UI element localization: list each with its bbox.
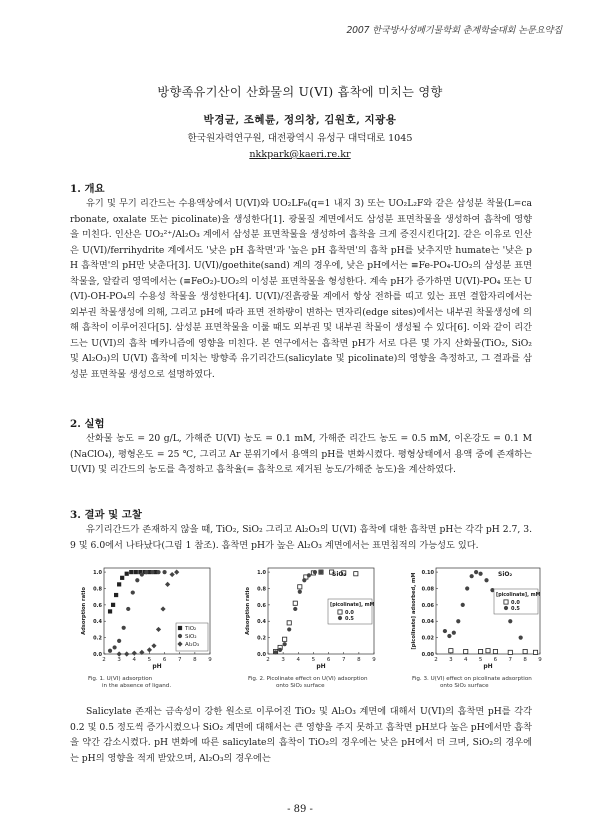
y-tick-label: 1.0 bbox=[257, 570, 266, 577]
y-tick-label: 1.0 bbox=[93, 570, 102, 577]
data-point bbox=[319, 570, 323, 574]
data-point bbox=[283, 642, 287, 646]
data-point bbox=[287, 627, 291, 631]
data-point bbox=[132, 651, 137, 656]
x-tick-label: 7 bbox=[508, 657, 513, 663]
data-point bbox=[140, 572, 144, 576]
email-link[interactable]: nkkpark@kaeri.re.kr bbox=[249, 149, 351, 160]
x-tick-label: 8 bbox=[357, 657, 361, 663]
data-point bbox=[111, 603, 115, 607]
x-tick-label: 3 bbox=[449, 657, 453, 663]
x-tick-label: 6 bbox=[326, 657, 331, 663]
y-tick-label: 0.6 bbox=[93, 602, 102, 609]
results-paragraph-1: 유기리간드가 존재하지 않을 때, TiO₂, SiO₂ 그리고 Al₂O₃의 U(VI) 흡착에 대한 흡착면 pH는 각각 pH 2.7, 3.9 및 6.0에서 나타났다(그림 1 참조). 흡착면 pH가 높은 Al₂O₃ 계면에서는 표면침적의 가능성도 있다. bbox=[70, 524, 532, 551]
legend-label: 0.5 bbox=[345, 616, 354, 622]
data-point bbox=[465, 586, 469, 590]
x-tick-label: 6 bbox=[493, 657, 498, 663]
section-heading-intro: 1. 개요 bbox=[70, 183, 105, 195]
x-tick-label: 9 bbox=[208, 657, 212, 663]
legend-marker bbox=[178, 626, 182, 630]
data-point bbox=[117, 651, 122, 656]
data-point bbox=[283, 637, 287, 641]
data-point bbox=[131, 590, 135, 594]
x-tick-label: 8 bbox=[523, 657, 527, 663]
x-tick-label: 5 bbox=[147, 657, 152, 663]
y-axis-label: Adsorption ratio bbox=[81, 587, 87, 635]
y-tick-label: 0.0 bbox=[93, 652, 102, 658]
data-point bbox=[113, 645, 117, 649]
data-point bbox=[160, 606, 165, 611]
x-tick-label: 7 bbox=[177, 657, 182, 663]
y-tick-label: 0.10 bbox=[421, 570, 434, 577]
data-point bbox=[170, 572, 175, 577]
data-point bbox=[278, 648, 282, 652]
results-paragraph-2: Salicylate 존재는 금속성이 강한 원소로 이루어진 TiO₂ 및 Al₂O₃ 계면에 대해서 U(VI)의 흡착면 pH를 각각 0.2 및 0.5 정도씩 증가시켰으나 SiO₂ 계면에 대해서는 큰 영향을 주지 못하고 흡착면 pH보다 높은 pH에서만 흡착을 약간 감소시켰다. pH 변화에 따른 salicylate의 흡착이 TiO₂의 경우에는 낮은 pH에서 더 크며, SiO₂의 경우에는 pH의 영향을 적게 받았으며, Al₂O₃의 경우에는 bbox=[70, 706, 532, 764]
data-point bbox=[156, 627, 161, 632]
x-tick-label: 5 bbox=[311, 657, 316, 663]
data-point bbox=[508, 650, 512, 654]
data-point bbox=[484, 578, 488, 582]
fig2-caption bbox=[248, 676, 368, 690]
data-point bbox=[464, 649, 468, 653]
data-point bbox=[478, 649, 482, 653]
y-tick-label: 0.6 bbox=[257, 602, 266, 609]
legend-title: [picolinate], mM bbox=[496, 593, 541, 598]
data-point bbox=[287, 621, 291, 625]
data-point bbox=[125, 572, 129, 576]
x-tick-label: 5 bbox=[478, 657, 483, 663]
data-point bbox=[273, 650, 277, 654]
affiliation: 한국원자력연구원, 대전광역시 유성구 대덕대로 1045 bbox=[187, 133, 413, 144]
x-tick-label: 8 bbox=[193, 657, 197, 663]
x-tick-label: 2 bbox=[434, 657, 438, 663]
paper-title: 방향족유기산이 산화물의 U(VI) 흡착에 미치는 영향 bbox=[157, 85, 443, 99]
data-point bbox=[165, 582, 170, 587]
x-tick-label: 2 bbox=[102, 657, 106, 663]
x-tick-label: 9 bbox=[372, 657, 376, 663]
page-number: - 89 - bbox=[287, 804, 313, 815]
data-point bbox=[129, 570, 133, 574]
legend-label: 0.5 bbox=[511, 606, 520, 612]
data-point bbox=[443, 629, 447, 633]
inset-label: SiO₂ bbox=[498, 571, 513, 578]
legend-marker bbox=[504, 606, 508, 610]
y-tick-label: 0.06 bbox=[421, 602, 434, 609]
data-point bbox=[523, 649, 527, 653]
y-tick-label: 0.00 bbox=[421, 652, 434, 658]
chart-fig1 bbox=[78, 562, 218, 674]
figures-row bbox=[78, 562, 546, 700]
data-point bbox=[293, 601, 297, 605]
data-point bbox=[461, 603, 465, 607]
data-point bbox=[134, 570, 138, 574]
data-point bbox=[449, 649, 453, 653]
y-tick-label: 0.2 bbox=[257, 635, 266, 642]
legend-marker bbox=[504, 600, 508, 604]
figure-1 bbox=[78, 562, 218, 674]
data-point bbox=[122, 626, 126, 630]
x-tick-label: 4 bbox=[132, 657, 137, 663]
data-point bbox=[452, 631, 456, 635]
data-point bbox=[470, 574, 474, 578]
running-header: 2007 한국방사성폐기물학회 춘계학술대회 논문요약집 bbox=[346, 25, 562, 36]
legend-label: TiO₂ bbox=[185, 626, 197, 632]
section-heading-results: 3. 결과 및 고찰 bbox=[70, 509, 142, 521]
experiment-paragraph: 산화물 농도 = 20 g/L, 가해준 U(VI) 농도 = 0.1 mM, 가해준 리간드 농도 = 0.5 mM, 이온강도 = 0.1 M(NaClO₄), 평형온도 = 25 ℃, 그리고 Ar 분위기에서 용액의 pH를 변화시켰다. 평형상태에서 용액 중에 존재하는 U(VI) 및 리간드의 농도를 측정하고 흡착율(= 흡착으로 제거된 농도/가해준 농도)을 계산하였다. bbox=[70, 433, 532, 475]
data-point bbox=[150, 570, 154, 574]
data-point bbox=[108, 609, 112, 613]
data-point bbox=[456, 619, 460, 623]
x-axis-label: pH bbox=[316, 663, 326, 670]
authors: 박경균, 조혜륜, 정의창, 김원호, 지광용 bbox=[203, 114, 397, 126]
data-point bbox=[298, 590, 302, 594]
data-point bbox=[508, 619, 512, 623]
fig1-caption-line1: Fig. 1. U(VI) adsorption bbox=[88, 676, 153, 682]
x-tick-label: 9 bbox=[538, 657, 542, 663]
x-axis-label: pH bbox=[152, 663, 162, 670]
legend-label: 0.0 bbox=[511, 600, 520, 606]
data-point bbox=[447, 634, 451, 638]
data-point bbox=[533, 650, 537, 654]
fig3-caption-line2: onto SiO₂ surface bbox=[440, 683, 489, 689]
data-point bbox=[298, 585, 302, 589]
data-point bbox=[117, 639, 121, 643]
data-point bbox=[493, 649, 497, 653]
y-tick-label: 0.8 bbox=[93, 586, 102, 593]
data-point bbox=[124, 651, 129, 656]
data-point bbox=[147, 647, 152, 652]
y-tick-label: 0.0 bbox=[257, 652, 266, 658]
data-point bbox=[120, 576, 124, 580]
y-tick-label: 0.2 bbox=[93, 635, 102, 642]
y-tick-label: 0.08 bbox=[421, 586, 434, 593]
x-tick-label: 2 bbox=[266, 657, 270, 663]
legend-label: Al₂O₃ bbox=[185, 642, 200, 648]
fig1-caption bbox=[88, 676, 171, 690]
x-tick-label: 3 bbox=[281, 657, 285, 663]
chart-fig3 bbox=[408, 562, 548, 674]
data-point bbox=[108, 649, 112, 653]
x-axis-label: pH bbox=[483, 663, 493, 670]
figure-2 bbox=[242, 562, 382, 674]
data-point bbox=[174, 569, 179, 574]
data-point bbox=[307, 573, 311, 577]
data-point bbox=[519, 636, 523, 640]
x-tick-label: 3 bbox=[117, 657, 121, 663]
data-point bbox=[135, 578, 139, 582]
legend-marker bbox=[178, 634, 182, 638]
legend-label: 0.0 bbox=[345, 610, 354, 616]
data-point bbox=[156, 570, 160, 574]
y-tick-label: 0.02 bbox=[421, 635, 434, 642]
legend-label: SiO₂ bbox=[185, 634, 197, 640]
x-tick-label: 4 bbox=[463, 657, 468, 663]
data-point bbox=[293, 607, 297, 611]
section-heading-experiment: 2. 실험 bbox=[70, 418, 105, 430]
inset-label: SiO₂ bbox=[332, 571, 347, 578]
fig2-caption-line1: Fig. 2. Picolinate effect on U(VI) adsorption bbox=[248, 676, 368, 682]
y-tick-label: 0.4 bbox=[93, 619, 102, 626]
figure-3 bbox=[408, 562, 548, 674]
y-tick-label: 0.4 bbox=[257, 619, 266, 626]
legend-marker bbox=[338, 610, 342, 614]
data-point bbox=[478, 572, 482, 576]
legend-marker bbox=[338, 616, 342, 620]
x-tick-label: 6 bbox=[162, 657, 167, 663]
data-point bbox=[126, 607, 130, 611]
legend-title: [picolinate], mM bbox=[330, 603, 375, 608]
chart-fig2 bbox=[242, 562, 382, 674]
intro-paragraph: 유기 및 무기 리간드는 수용액상에서 U(VI)와 UO₂LF₆(q=1 내지 3) 또는 UO₂L₂F와 같은 삼성분 착물(L=carbonate, oxalate 또는 picolinate)을 생성한다[1]. 광물질 계면에서도 삼성분 표면착물을 생성하여 흡착에 영향을 미친다. 인산은 UO₂²⁺/Al₂O₃ 계에서 삼성분 표면착물을 생성하여 흡착을 크게 증진시킨다[2]. 같은 이유로 인산은 U(VI)/ferrihydrite 계에서도 '낮은 pH 흡착면'과 '높은 pH 흡착면'의 흡착 pH를 낮추지만 humate는 '낮은 pH 흡착면'의 pH만 낮춘다[3]. U(VI)/goethite(sand) 계의 경우에, 낮은 pH에서는 ≡Fe-PO₄-UO₂의 삼성분 표면착물을, 알칼리 영역에서는 (≡FeO₂)-UO₂의 이성분 표면착물을 형성한다. 계속 pH가 증가하면 U(VI)-PO₄ 또는 U(VI)-OH-PO₄의 수용성 착물을 생성한다[4]. U(VI)/진흙광물 계에서 항상 전하를 띠고 있는 표면 결합자리에서는 외부권 착물생성에 의해, 그리고 pH에 따라 표면 전하량이 변하는 면자리(edge sites)에서는 내부권 착물생성에 의해 흡착이 이루어진다[5]. 삼성분 표면착물을 이룰 때도 외부권 및 내부권 착물이 생성될 수 있다[6]. 이와 같이 리간드는 U(VI)의 흡착 메카니즘에 영향을 미친다. 본 연구에서는 흡착면 pH가 서로 다른 몇 가지 산화물(TiO₂, SiO₂ 및 Al₂O₃)의 U(VI) 흡착에 미치는 방향족 유기리간드(salicylate 및 picolinate)의 영향을 측정하고, 그 결과를 삼성분 표면착물 생성으로 설명하였다. bbox=[70, 198, 532, 380]
data-point bbox=[302, 578, 306, 582]
fig3-caption bbox=[412, 676, 532, 690]
fig3-caption-line1: Fig. 3. U(VI) effect on picolinate adsorption bbox=[412, 676, 532, 682]
y-tick-label: 0.8 bbox=[257, 586, 266, 593]
data-point bbox=[151, 643, 156, 648]
data-point bbox=[144, 570, 148, 574]
y-axis-label: Adsorption ratio bbox=[245, 587, 251, 635]
fig2-caption-line2: onto SiO₂ surface bbox=[276, 683, 325, 689]
y-tick-label: 0.04 bbox=[421, 619, 434, 626]
data-point bbox=[114, 593, 118, 597]
x-tick-label: 7 bbox=[341, 657, 346, 663]
x-tick-label: 4 bbox=[296, 657, 301, 663]
data-point bbox=[117, 582, 121, 586]
y-axis-label: [picolinate] adsorbed, mM bbox=[411, 572, 417, 650]
data-point bbox=[313, 570, 317, 574]
data-point bbox=[474, 570, 478, 574]
data-point bbox=[354, 572, 358, 576]
fig1-caption-line2: in the absence of ligand. bbox=[102, 683, 172, 689]
data-point bbox=[162, 570, 166, 574]
data-point bbox=[486, 649, 490, 653]
